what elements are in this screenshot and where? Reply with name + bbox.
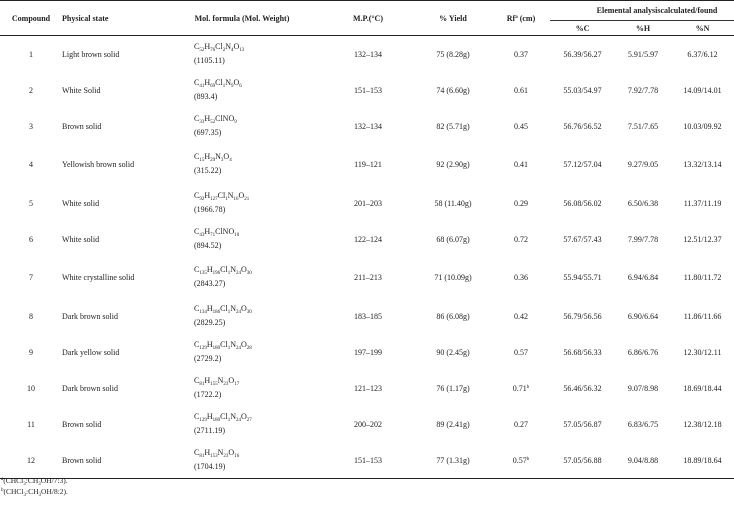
percent-c: 56.76/56.52 [563, 121, 602, 131]
formula-element: C [194, 226, 200, 236]
header-physical-state: Physical state [62, 1, 162, 36]
formula-element: C [194, 152, 200, 161]
formula-element: N [217, 375, 224, 385]
footnote-mid: :CH [25, 476, 39, 485]
table-header [0, 1, 734, 36]
physical-state: Dark brown solid [62, 311, 118, 321]
mol-weight: (2843.27) [194, 279, 226, 288]
formula-count: 2 [222, 47, 226, 53]
rf-number: 0.41 [514, 160, 528, 169]
mol-formula-cell [162, 334, 322, 370]
rf-number: 0.29 [514, 198, 528, 208]
formula-count: 127 [210, 196, 218, 202]
formula-element: ClN [215, 113, 229, 123]
formula-element: H [204, 152, 211, 161]
formula-element: H [206, 339, 213, 349]
formula-element: H [206, 265, 213, 274]
formula-count: 17 [234, 381, 240, 387]
mol-formula-cell [162, 144, 322, 185]
percent-n: 11.86/11.66 [683, 311, 722, 321]
formula-element: Cl [215, 41, 223, 51]
percent-c: 56.79/56.56 [563, 311, 602, 321]
formula-element: H [206, 303, 213, 313]
formula-count: 1 [222, 83, 226, 89]
compound-number: 6 [29, 234, 33, 244]
rf-value [492, 442, 550, 479]
footnote-mark: b [1, 488, 4, 493]
formula-element: C [194, 265, 200, 274]
percent-c: 55.94/55.71 [563, 273, 602, 282]
formula-count: 134 [199, 309, 207, 315]
mol-formula [194, 227, 322, 237]
formula-count: 81 [199, 453, 205, 459]
compound-number: 4 [29, 160, 33, 169]
formula-element: C [194, 411, 200, 421]
formula-element: O [228, 375, 235, 385]
mol-formula [194, 42, 322, 52]
formula-element: H [204, 447, 211, 457]
rf-value [492, 298, 550, 334]
percent-h: 7.99/7.78 [627, 234, 659, 244]
mol-formula [194, 191, 322, 201]
yield: 76 (1.17g) [436, 383, 470, 393]
yield: 68 (6.07g) [436, 234, 470, 244]
formula-element: O [240, 303, 247, 313]
mol-weight: (1966.78) [194, 204, 226, 214]
table-row [0, 108, 734, 144]
formula-count: 4 [230, 47, 234, 53]
compound-number: 3 [29, 121, 33, 131]
formula-count: 1 [227, 271, 231, 276]
percent-c: 56.08/56.02 [563, 198, 602, 208]
footnote-text: (CHCl [3, 487, 24, 496]
rf-number: 0.72 [514, 234, 528, 244]
physical-state: Brown solid [62, 121, 102, 131]
formula-element: N [217, 447, 224, 457]
header-rf-mark: a [515, 14, 518, 20]
formula-count: 41 [199, 83, 205, 89]
mol-weight: (1704.19) [194, 461, 226, 471]
percent-c: 56.46/56.32 [563, 383, 602, 393]
melting-point: 122–124 [354, 234, 382, 244]
mol-formula [194, 152, 322, 162]
formula-count: 135 [199, 271, 207, 276]
header-percent-n: %N [671, 21, 734, 36]
formula-element: N [225, 41, 231, 51]
header-mol-formula: Mol. formula (Mol. Weight) [162, 1, 322, 36]
physical-state: Dark yellow solid [62, 347, 120, 357]
percent-h: 9.27/9.05 [627, 160, 659, 169]
percent-c: 57.05/56.88 [550, 442, 615, 479]
mol-formula [194, 114, 322, 124]
percent-h: 9.04/8.88 [615, 442, 671, 479]
percent-c: 57.67/57.43 [563, 234, 602, 244]
formula-count: 71 [210, 232, 216, 238]
rf-value [492, 221, 550, 257]
table-row [0, 72, 734, 108]
formula-count: 43 [199, 232, 205, 238]
formula-element: C [194, 339, 200, 349]
footnote [1, 475, 68, 486]
mol-formula [194, 304, 322, 314]
formula-count: 9 [234, 119, 237, 125]
mol-formula-cell [162, 185, 322, 221]
mol-formula [194, 448, 322, 458]
physical-state: Dark brown solid [62, 383, 118, 393]
rf-value [492, 185, 550, 221]
formula-count: 28 [246, 345, 252, 351]
rf-footnote-mark: b [526, 456, 530, 462]
mol-weight: (894.52) [194, 240, 222, 250]
percent-n: 18.69/18.44 [683, 383, 722, 393]
percent-n: 12.38/12.18 [683, 419, 722, 429]
mol-formula-cell [162, 370, 322, 406]
formula-element: C [194, 303, 200, 313]
melting-point: 151–153 [354, 85, 382, 95]
melting-point: 197–199 [354, 347, 382, 357]
compound-number: 1 [29, 49, 33, 59]
percent-h: 6.86/6.76 [627, 347, 659, 357]
formula-element: Cl [220, 411, 228, 421]
mol-formula-cell [162, 221, 322, 257]
mol-formula-cell [162, 406, 322, 442]
melting-point: 183–185 [354, 311, 382, 321]
formula-count: 1 [227, 345, 231, 351]
formula-count: 30 [246, 309, 252, 315]
formula-count: 76 [210, 47, 216, 53]
melting-point: 211–213 [354, 273, 382, 282]
formula-count: 52 [210, 119, 216, 125]
formula-count: 24 [235, 271, 241, 276]
percent-n: 12.51/12.37 [683, 234, 722, 244]
yield: 77 (1.31g) [414, 442, 492, 479]
compound-number: 8 [29, 311, 33, 321]
formula-count: 1 [227, 309, 231, 315]
rf-value [492, 108, 550, 144]
table-row [0, 36, 734, 73]
table-row [0, 442, 734, 479]
yield: 92 (2.90g) [436, 160, 470, 169]
rf-value [492, 370, 550, 406]
header-rf-unit: (cm) [517, 13, 536, 23]
compound-number: 9 [29, 347, 33, 357]
footnote-s2: 3 [38, 482, 41, 487]
percent-n: 18.89/18.64 [671, 442, 734, 479]
mol-weight: (893.4) [194, 91, 218, 101]
mol-formula [194, 340, 322, 350]
footnote-text: (CHCl [3, 476, 24, 485]
rf-number: 0.61 [514, 85, 528, 95]
mol-weight: (1105.11) [194, 55, 225, 65]
compound-number: 2 [29, 85, 33, 95]
formula-count: 16 [233, 196, 239, 202]
formula-count: 1 [227, 417, 231, 423]
yield: 58 (11.40g) [434, 198, 472, 208]
percent-h: 6.83/6.75 [627, 419, 659, 429]
footnote-mark: a [1, 477, 4, 482]
formula-count: 129 [199, 417, 207, 423]
footnote-s1: 3 [23, 482, 26, 487]
compound-number: 11 [27, 419, 35, 429]
percent-c: 56.68/56.33 [563, 347, 602, 357]
percent-n: 14.09/14.01 [683, 85, 722, 95]
physical-state: White solid [62, 234, 100, 244]
melting-point: 132–134 [354, 121, 382, 131]
compound-number: 7 [29, 273, 33, 282]
formula-element: O [228, 113, 235, 123]
percent-c: 57.05/56.87 [563, 419, 602, 429]
rf-value [492, 144, 550, 185]
formula-count: 81 [199, 381, 205, 387]
formula-element: Cl [215, 77, 223, 87]
percent-h: 7.92/7.78 [627, 85, 659, 95]
melting-point: 119–121 [354, 160, 382, 169]
rf-number: 0.37 [514, 49, 528, 59]
mol-formula-cell [162, 36, 322, 73]
melting-point: 200–202 [354, 419, 382, 429]
table-row [0, 370, 734, 406]
mol-formula-cell [162, 72, 322, 108]
mol-weight: (2729.2) [194, 353, 222, 363]
rf-number: 0.57 [514, 347, 528, 357]
percent-h: 9.07/8.98 [627, 383, 659, 393]
physical-state: Brown solid [62, 419, 102, 429]
percent-h: 6.50/6.38 [627, 198, 659, 208]
percent-n: 12.30/12.11 [683, 347, 722, 357]
formula-element: N [230, 303, 236, 313]
compound-number: 5 [29, 198, 33, 208]
rf-number: 0.71 [512, 383, 527, 393]
formula-count: 16 [234, 453, 240, 459]
footnote-mid: :CH [26, 487, 39, 496]
formula-count: 21 [244, 196, 250, 202]
table-row [0, 298, 734, 334]
rf-number: 0.27 [514, 419, 528, 429]
formula-count: 3 [220, 158, 224, 163]
percent-h: 7.51/7.65 [627, 121, 659, 131]
formula-element: N [230, 411, 236, 421]
rf-number: 0.45 [514, 121, 528, 131]
table-row [0, 221, 734, 257]
percent-n: 13.32/13.14 [683, 160, 722, 169]
percent-n: 6.37/6.12 [687, 49, 718, 59]
formula-element: N [215, 152, 221, 161]
mol-weight: (315.22) [194, 166, 222, 175]
formula-element: O [233, 41, 240, 51]
formula-count: 155 [210, 381, 218, 387]
formula-element: H [204, 190, 211, 200]
footnote-end: OH/7:3). [40, 476, 68, 485]
formula-count: 196 [212, 271, 221, 276]
formula-element: Cl [220, 265, 228, 274]
percent-h: 6.94/6.84 [627, 273, 659, 282]
mol-formula [194, 412, 322, 422]
formula-element: H [204, 41, 211, 51]
formula-count: 24 [235, 417, 241, 423]
formula-count: 6 [239, 83, 242, 89]
percent-c: 55.03/54.97 [563, 85, 602, 95]
formula-element: O [223, 152, 230, 161]
formula-element: H [204, 375, 211, 385]
melting-point: 151–153 [322, 442, 414, 479]
formula-element: C [194, 190, 200, 200]
physical-state: Light brown solid [62, 49, 120, 59]
formula-count: 30 [246, 271, 252, 276]
formula-element: Cl [217, 190, 226, 200]
footnote-s1: 3 [23, 493, 27, 498]
formula-count: 23 [223, 453, 229, 459]
formula-element: H [204, 113, 211, 123]
physical-state: Brown solid [62, 442, 162, 479]
rf-value [492, 406, 550, 442]
formula-element: N [225, 77, 231, 87]
formula-element: N [230, 265, 236, 274]
rf-value [492, 257, 550, 298]
mol-formula-cell [162, 108, 322, 144]
formula-count: 180 [212, 345, 221, 351]
rf-number: 0.57 [512, 455, 527, 465]
formula-element: Cl [220, 303, 228, 313]
rf-value [492, 36, 550, 73]
formula-element: O [240, 339, 247, 349]
formula-element: C [194, 77, 200, 87]
table-row [0, 334, 734, 370]
compound-number: 12 [0, 442, 62, 479]
formula-count: 52 [199, 47, 205, 53]
formula-element: O [233, 77, 240, 87]
footnotes [1, 475, 68, 497]
mol-weight: (2829.25) [194, 317, 226, 327]
formula-element: H [206, 411, 213, 421]
melting-point: 121–123 [354, 383, 382, 393]
footnote-s2: 3 [38, 493, 42, 498]
percent-n: 10.03/09.92 [683, 121, 722, 131]
formula-count: 186 [212, 309, 221, 315]
formula-count: 4 [229, 158, 232, 163]
percent-c: 56.39/56.27 [563, 49, 602, 59]
yield: 86 (6.08g) [436, 311, 470, 321]
percent-n: 11.37/11.19 [683, 198, 722, 208]
mol-formula-cell [162, 298, 322, 334]
formula-count: 9 [230, 83, 234, 89]
formula-count: 15 [199, 158, 205, 163]
formula-count: 92 [199, 196, 205, 202]
header-rf-label: Rf [506, 13, 516, 23]
mol-weight: (1722.2) [194, 389, 222, 399]
header-yield: % Yield [414, 1, 492, 36]
table-row [0, 257, 734, 298]
header-melting-point: M.P.(°C) [322, 1, 414, 36]
formula-element: C [194, 375, 200, 385]
rf-value [492, 72, 550, 108]
formula-count: 129 [199, 345, 207, 351]
formula-element: N [230, 339, 236, 349]
mol-formula [194, 376, 322, 386]
compound-number: 10 [27, 383, 35, 393]
header-percent-c: %C [550, 21, 615, 36]
footnote-end: OH/8:2). [41, 487, 68, 496]
melting-point: 132–134 [354, 49, 382, 59]
yield: 75 (8.28g) [436, 49, 470, 59]
formula-element: H [204, 226, 211, 236]
percent-n: 11.80/11.72 [683, 273, 722, 282]
formula-count: 24 [235, 345, 241, 351]
table-row [0, 185, 734, 221]
formula-element: O [228, 447, 235, 457]
formula-element: C [194, 41, 200, 51]
mol-formula [194, 265, 322, 275]
formula-element: O [238, 190, 245, 200]
yield: 74 (6.60g) [436, 85, 470, 95]
formula-count: 27 [246, 417, 252, 423]
mol-weight: (697.35) [194, 127, 222, 137]
formula-count: 69 [210, 83, 216, 89]
footnote [1, 486, 68, 497]
formula-count: 180 [212, 417, 221, 423]
formula-element: O [240, 411, 247, 421]
physical-state: White solid [62, 198, 100, 208]
rf-footnote-mark: b [526, 384, 530, 390]
header-rf [492, 1, 550, 36]
yield: 89 (2.41g) [436, 419, 470, 429]
mol-formula-cell [162, 257, 322, 298]
header-percent-h: %H [615, 21, 671, 36]
physical-state: White crystalline solid [62, 273, 135, 282]
formula-element: N [227, 190, 234, 200]
percent-h: 5.91/5.97 [627, 49, 659, 59]
formula-count: 1 [225, 196, 228, 202]
formula-element: ClN [215, 226, 229, 236]
yield: 82 (5.71g) [436, 121, 470, 131]
formula-count: 33 [199, 119, 205, 125]
header-elemental-analysis: Elemental analysiscalculated/found [550, 1, 734, 21]
physical-state: White Solid [62, 85, 101, 95]
rf-number: 0.42 [514, 311, 528, 321]
mol-formula-cell [162, 442, 322, 479]
formula-element: C [194, 113, 200, 123]
mol-weight: (2711.19) [194, 425, 226, 435]
table-body [0, 36, 734, 479]
formula-element: O [240, 265, 247, 274]
physical-state: Yellowish brown solid [62, 160, 135, 169]
percent-c: 57.12/57.04 [563, 160, 602, 169]
rf-number: 0.36 [514, 273, 528, 282]
formula-element: C [194, 447, 200, 457]
formula-count: 23 [223, 381, 229, 387]
formula-count: 29 [210, 158, 216, 163]
yield: 90 (2.45g) [436, 347, 470, 357]
formula-element: Cl [220, 339, 228, 349]
formula-element: O [228, 226, 235, 236]
formula-element: H [204, 77, 211, 87]
mol-formula [194, 78, 322, 88]
header-compound: Compound [0, 1, 62, 36]
rf-value [492, 334, 550, 370]
formula-count: 153 [210, 453, 218, 459]
percent-h: 6.90/6.64 [627, 311, 659, 321]
yield: 71 (10.09g) [434, 273, 472, 282]
formula-count: 10 [234, 232, 240, 238]
melting-point: 201–203 [354, 198, 382, 208]
table-row [0, 144, 734, 185]
formula-count: 13 [239, 47, 245, 53]
table-row [0, 406, 734, 442]
formula-count: 24 [235, 309, 241, 315]
